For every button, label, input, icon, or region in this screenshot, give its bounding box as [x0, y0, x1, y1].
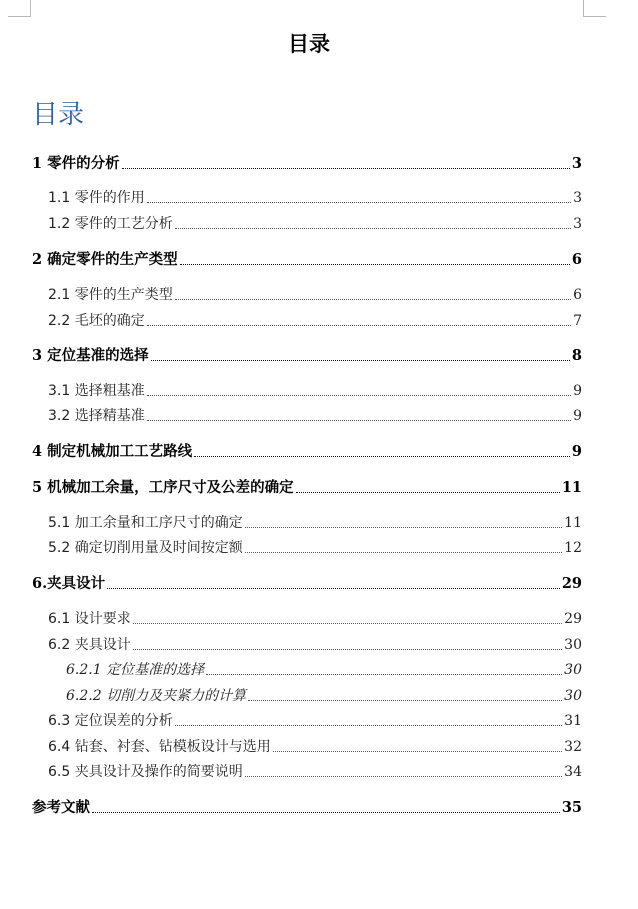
- toc-entry-label: 1.2 零件的工艺分析: [48, 216, 173, 232]
- toc-entry-page: 29: [564, 611, 582, 627]
- toc-entry-page: 32: [564, 739, 582, 755]
- toc-leader: [151, 360, 570, 361]
- toc-entry-label: 6.2.1 定位基准的选择: [66, 662, 205, 678]
- toc-leader: [107, 588, 560, 589]
- toc-entry-3-2[interactable]: [48, 405, 582, 425]
- toc-leader: [175, 725, 562, 726]
- toc-leader: [175, 299, 571, 300]
- toc-entry-label: 6.2 夹具设计: [48, 637, 131, 653]
- toc-entry-6-5[interactable]: [48, 761, 582, 781]
- toc-entry-label: 5.2 确定切削用量及时间按定额: [48, 540, 243, 556]
- toc-entry-page: 9: [573, 408, 582, 424]
- toc-entry-label: 5 机械加工余量，工序尺寸及公差的确定: [32, 479, 294, 496]
- toc-leader: [180, 264, 570, 265]
- toc-entry-label: 6.5 夹具设计及操作的简要说明: [48, 764, 243, 780]
- toc-entry-label: 3.2 选择精基准: [48, 408, 145, 424]
- toc-entry-page: 11: [564, 515, 582, 531]
- toc-heading: 目录: [32, 100, 85, 130]
- toc-entry-label: 5.1 加工余量和工序尺寸的确定: [48, 515, 243, 531]
- toc-entry-page: 11: [561, 479, 582, 496]
- toc-entry-1-1[interactable]: [48, 187, 582, 207]
- toc-entry-page: 8: [571, 347, 582, 364]
- toc-entry-page: 34: [564, 764, 582, 780]
- toc-entry-6-2-2[interactable]: [66, 685, 582, 705]
- toc-leader: [133, 623, 562, 624]
- toc-entry-label: 3 定位基准的选择: [32, 347, 149, 364]
- toc-leader: [122, 168, 570, 169]
- toc-entry-page: 6: [571, 251, 582, 268]
- toc-entry-page: 12: [564, 540, 582, 556]
- toc-entry-page: 30: [564, 637, 582, 653]
- toc-leader: [92, 812, 560, 813]
- toc-entry-6-2-1[interactable]: [66, 659, 582, 679]
- toc-entry-label: 2.1 零件的生产类型: [48, 287, 173, 303]
- toc-entry-label: 1.1 零件的作用: [48, 190, 145, 206]
- toc-entry-3-1[interactable]: [48, 380, 582, 400]
- toc-entry-label: 2 确定零件的生产类型: [32, 251, 178, 268]
- toc-entry-label: 6.2.2 切削力及夹紧力的计算: [66, 688, 247, 704]
- toc-entry-1[interactable]: [32, 153, 582, 173]
- toc-entry-page: 6: [573, 287, 582, 303]
- toc-entry-6-2[interactable]: [48, 634, 582, 654]
- toc-entry-page: 31: [564, 713, 582, 729]
- toc-entry-6-4[interactable]: [48, 736, 582, 756]
- toc-entry-label: 6.夹具设计: [32, 575, 106, 592]
- toc-leader: [245, 527, 562, 528]
- toc-leader: [273, 751, 562, 752]
- toc-leader: [147, 202, 571, 203]
- toc-entry-label: 4 制定机械加工工艺路线: [32, 443, 193, 460]
- toc-entry-page: 29: [561, 575, 582, 592]
- toc-leader: [245, 776, 562, 777]
- toc-entry-2-2[interactable]: [48, 310, 582, 330]
- toc-entry-page: 9: [573, 383, 582, 399]
- toc-entry-6-1[interactable]: [48, 608, 582, 628]
- toc-entry-label: 2.2 毛坯的确定: [48, 313, 145, 329]
- toc-entry-5-2[interactable]: [48, 537, 582, 557]
- toc-entry-page: 30: [564, 662, 582, 678]
- toc-entry-3[interactable]: [32, 345, 582, 365]
- toc-leader: [175, 228, 571, 229]
- toc-leader: [147, 420, 571, 421]
- toc-entry-6-3[interactable]: [48, 710, 582, 730]
- toc-entry-page: 3: [571, 155, 582, 172]
- toc-entry-page: 30: [564, 688, 582, 704]
- toc-entry-6[interactable]: [32, 573, 582, 593]
- toc-entry-5[interactable]: [32, 477, 582, 497]
- toc-entry-page: 3: [573, 216, 582, 232]
- page-title: 目录: [288, 31, 330, 56]
- toc-leader: [133, 649, 562, 650]
- toc-entry-label: 6.1 设计要求: [48, 611, 131, 627]
- toc-entry-references[interactable]: [32, 797, 582, 817]
- toc-leader: [147, 325, 571, 326]
- toc-leader: [245, 552, 562, 553]
- toc-entry-label: 1 零件的分析: [32, 155, 120, 172]
- toc-entry-2-1[interactable]: [48, 284, 582, 304]
- toc-entry-label: 参考文献: [32, 799, 90, 816]
- toc-entry-page: 7: [573, 313, 582, 329]
- toc-entry-1-2[interactable]: [48, 213, 582, 233]
- toc-entry-page: 9: [571, 443, 582, 460]
- toc-leader: [206, 674, 562, 675]
- toc-leader: [194, 456, 570, 457]
- toc-entry-page: 3: [573, 190, 582, 206]
- toc-entry-5-1[interactable]: [48, 512, 582, 532]
- toc-entry-4[interactable]: [32, 441, 582, 461]
- toc-entry-label: 3.1 选择粗基准: [48, 383, 145, 399]
- toc-entry-2[interactable]: [32, 249, 582, 269]
- toc-leader: [147, 395, 571, 396]
- toc-entry-label: 6.4 钻套、衬套、钻模板设计与选用: [48, 739, 271, 755]
- toc-leader: [296, 492, 560, 493]
- toc-entry-page: 35: [561, 799, 582, 816]
- toc-leader: [248, 700, 562, 701]
- toc-entry-label: 6.3 定位误差的分析: [48, 713, 173, 729]
